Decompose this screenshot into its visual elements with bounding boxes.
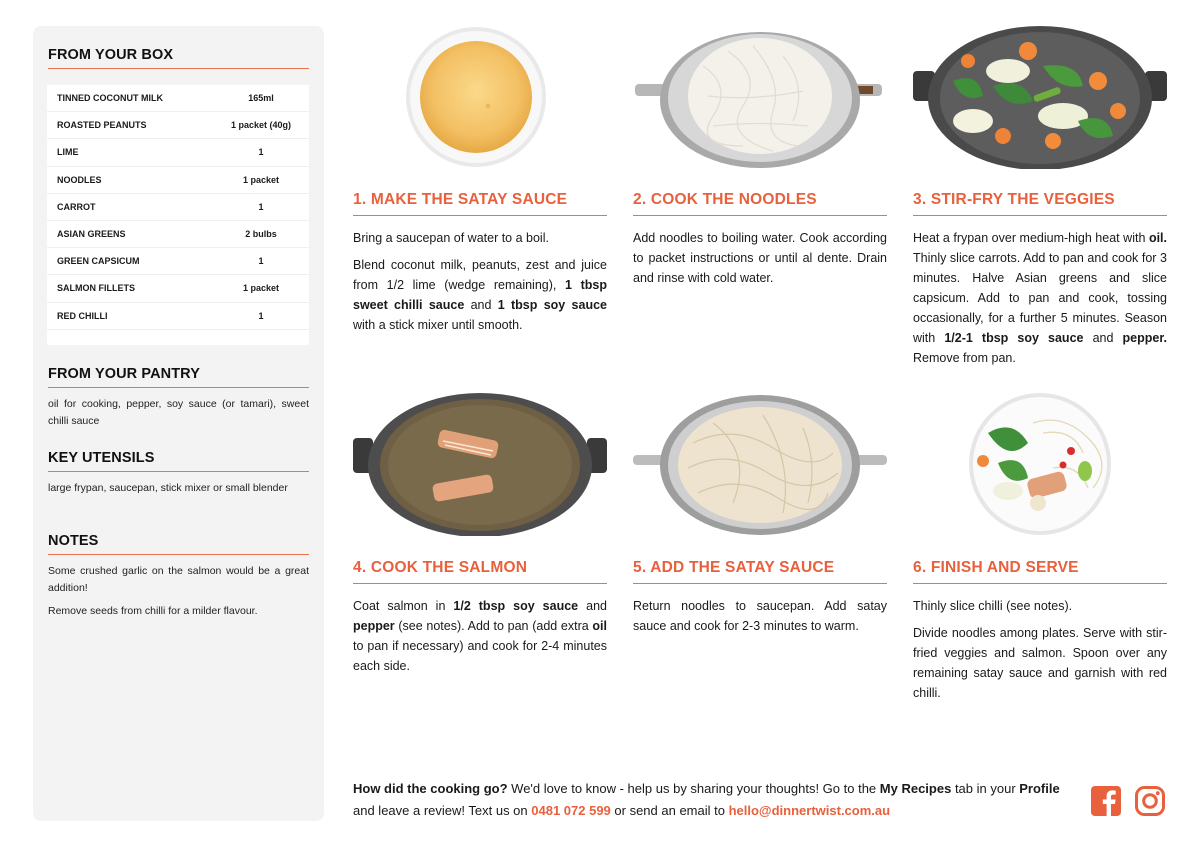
step-text: Heat a frypan over medium-high heat with	[913, 231, 1149, 245]
finished-dish-photo	[913, 393, 1167, 536]
feedback-footer	[353, 778, 1073, 821]
profile-link[interactable]: Profile	[1019, 781, 1060, 796]
instagram-icon[interactable]	[1134, 785, 1166, 817]
step-text: Divide noodles among plates. Serve with stir-fried veggies and salmon. Spoon over any remaining satay sauce and garnish with red chilli.	[913, 626, 1167, 700]
ingredient-name: LIME	[57, 147, 79, 158]
ingredient-name: SALMON FILLETS	[57, 283, 135, 294]
ingredient-qty: 2 bulbs	[245, 229, 277, 240]
step-1-body	[353, 228, 607, 342]
ingredient-qty: 1	[258, 256, 264, 267]
ingredient-qty: 1	[258, 147, 264, 158]
step-4-body	[353, 596, 607, 683]
footer-text: We'd love to know - help us by sharing your thoughts! Go to the	[507, 781, 880, 796]
step-paragraph	[353, 596, 607, 676]
step-text: Thinly slice carrots. Add to pan and cook for 3 minutes. Halve Asian greens and slice capsicum. Add to pan and cook, tossing occasionally, for a further 5 minutes. Season with	[913, 251, 1167, 345]
step-ingredient-highlight: oil.	[1148, 231, 1167, 245]
ingredient-name: NOODLES	[57, 174, 102, 185]
step-ingredient-highlight: oil	[592, 619, 607, 633]
step-1-title: 1. MAKE THE SATAY SAUCE	[353, 191, 607, 216]
ingredient-qty: 1	[258, 201, 264, 212]
email-link[interactable]: hello@dinnertwist.com.au	[728, 802, 891, 818]
ingredient-name: RED CHILLI	[57, 310, 108, 321]
step-text: and	[578, 599, 607, 613]
step-text: Remove from pan.	[913, 351, 1016, 365]
step-ingredient-highlight: 1/2 tbsp soy sauce	[453, 599, 579, 613]
ingredient-row	[47, 112, 309, 139]
ingredient-row	[47, 139, 309, 166]
step-text: to pan if necessary) and cook for 2-4 minutes each side.	[353, 639, 607, 673]
ingredient-name: ROASTED PEANUTS	[57, 120, 147, 131]
satay-noodles-photo	[633, 393, 887, 536]
step-text: Bring a saucepan of water to a boil.	[353, 231, 549, 245]
ingredient-row	[47, 85, 309, 112]
step-text: and	[464, 298, 498, 312]
ingredient-row	[47, 221, 309, 248]
utensils-text: large frypan, saucepan, stick mixer or small blender	[48, 482, 288, 494]
step-paragraph	[353, 228, 607, 248]
step-ingredient-highlight: 1 tbsp sweet chilli sauce	[353, 278, 607, 312]
from-your-box-heading: FROM YOUR BOX	[48, 47, 309, 69]
step-paragraph	[913, 228, 1167, 368]
ingredient-name: GREEN CAPSICUM	[57, 256, 140, 267]
note-1: Some crushed garlic on the salmon would be a great addition!	[48, 565, 309, 594]
ingredient-row	[47, 275, 309, 302]
my-recipes-link[interactable]: My Recipes	[879, 781, 952, 796]
step-text: Add noodles to boiling water. Cook according to packet instructions or until al dente. Drain and rinse with cold water.	[633, 231, 887, 285]
step-5-body	[633, 596, 887, 643]
step-text: (see notes). Add to pan (add extra	[394, 619, 593, 633]
satay-sauce-photo	[353, 26, 607, 169]
footer-text: and leave a review! Text us on	[353, 802, 532, 818]
step-text: and	[1083, 331, 1123, 345]
step-ingredient-highlight: pepper	[353, 619, 395, 633]
sidebar	[33, 26, 324, 821]
step-5-title: 5. ADD THE SATAY SAUCE	[633, 559, 887, 584]
pantry-text: oil for cooking, pepper, soy sauce (or tamari), sweet chilli sauce	[48, 398, 309, 427]
ingredient-row	[47, 194, 309, 221]
step-paragraph	[353, 255, 607, 335]
ingredient-name: CARROT	[57, 201, 96, 212]
ingredient-name: ASIAN GREENS	[57, 229, 126, 240]
facebook-icon[interactable]	[1090, 785, 1122, 817]
footer-text: or send an email to	[610, 802, 729, 818]
step-paragraph	[633, 228, 887, 288]
noodles-photo	[633, 26, 887, 169]
step-ingredient-highlight: 1/2-1 tbsp soy sauce	[944, 331, 1084, 345]
step-ingredient-highlight: pepper.	[1122, 331, 1167, 345]
step-paragraph	[913, 596, 1167, 616]
ingredient-name: TINNED COCONUT MILK	[57, 93, 163, 104]
from-your-pantry-heading: FROM YOUR PANTRY	[48, 366, 309, 388]
footer-lead: How did the cooking go?	[353, 781, 508, 796]
step-text: Return noodles to saucepan. Add satay sauce and cook for 2-3 minutes to warm.	[633, 599, 887, 633]
key-utensils-heading: KEY UTENSILS	[48, 450, 309, 472]
stir-fry-veggies-photo	[913, 26, 1167, 169]
ingredient-row	[47, 248, 309, 275]
phone-number-link[interactable]: 0481 072 599	[531, 802, 611, 818]
step-4-title: 4. COOK THE SALMON	[353, 559, 607, 584]
step-3-body	[913, 228, 1167, 375]
salmon-in-pan-photo	[353, 393, 607, 536]
step-paragraph	[913, 623, 1167, 703]
ingredient-qty: 1 packet	[242, 174, 280, 185]
ingredient-row	[47, 167, 309, 194]
step-text: with a stick mixer until smooth.	[353, 318, 523, 332]
ingredient-qty: 1	[258, 310, 264, 321]
ingredient-row	[47, 303, 309, 330]
step-paragraph	[633, 596, 887, 636]
notes-heading: NOTES	[48, 533, 309, 555]
ingredient-qty: 1 packet	[242, 283, 280, 294]
ingredient-qty: 1 packet (40g)	[230, 120, 292, 131]
step-2-body	[633, 228, 887, 295]
footer-text: tab in your	[951, 781, 1020, 796]
ingredient-qty: 165ml	[248, 93, 274, 104]
step-6-title: 6. FINISH AND SERVE	[913, 559, 1167, 584]
step-6-body	[913, 596, 1167, 710]
step-3-title: 3. STIR-FRY THE VEGGIES	[913, 191, 1167, 216]
step-2-title: 2. COOK THE NOODLES	[633, 191, 887, 216]
ingredients-table	[47, 85, 309, 345]
note-2: Remove seeds from chilli for a milder flavour.	[48, 605, 258, 617]
step-text: Thinly slice chilli (see notes).	[913, 599, 1073, 613]
step-ingredient-highlight: 1 tbsp soy sauce	[497, 298, 607, 312]
step-text: Blend coconut milk, peanuts, zest and juice from 1/2 lime (wedge remaining),	[353, 258, 607, 292]
step-text: Coat salmon in	[353, 599, 454, 613]
